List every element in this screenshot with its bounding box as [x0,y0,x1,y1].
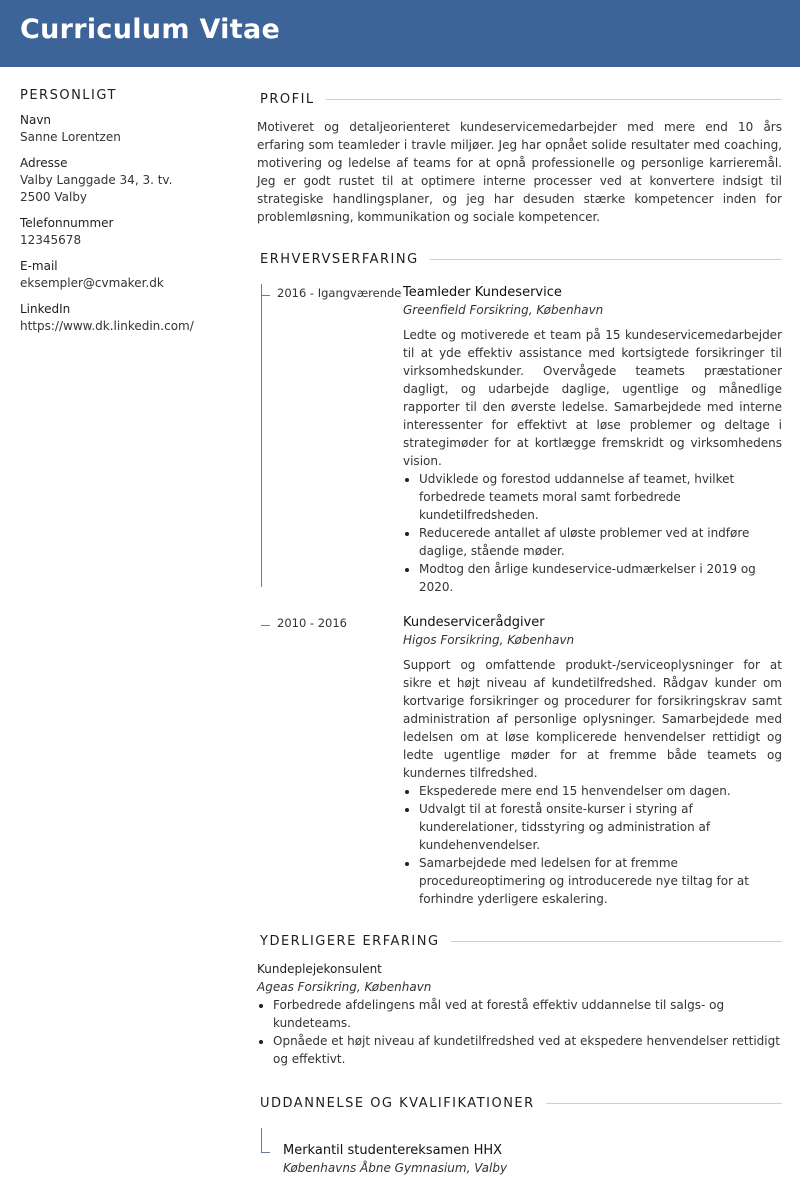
section-divider [546,1103,782,1104]
education-school: Københavns Åbne Gymnasium, Valby [283,1161,508,1175]
job-body [403,614,782,908]
experience-section-title [257,248,782,270]
job-bullets [403,782,782,908]
field-label: Navn [20,113,52,127]
timeline-tick [261,295,270,296]
job-bullets [403,470,782,596]
field-linkedin [20,301,230,335]
bullet-item: • Samarbejdede med ledelsen for at fremme procedureoptimering og introducerede nye tiltag for at forhindre yderligere eskalering. [419,854,782,908]
bullet-item: • Udviklede og forestod uddannelse af teamet, hvilket forbedrede teamets moral samt forbedrede kundetilfredsheden. [419,470,782,524]
profile-text: Motiveret og detaljeorienteret kundeservicemedarbejder med mere end 10 års erfaring som teamleder i travle miljøer. Jeg har opnået solide resultater med coaching, motivering og ledelse af teams for at opnå professionelle og personlige karrieremål. Jeg er godt rustet til at optimere interne processer ved at konvertere indsigt til strategiske handlingsplaner, og jeg har desuden stærke kompetencer inden for problemløsning, kommunikation og sociale kompetencer. [257,120,782,224]
profile-heading: PROFIL [260,91,315,107]
job-title: Kundeservicerådgiver [403,615,545,630]
bullet-item: • Ekspederede mere end 15 henvendelser om dagen. [419,782,782,800]
additional-role: Kundeplejekonsulent [257,962,382,976]
experience-heading: ERHVERVSERFARING [260,251,419,267]
section-divider [326,99,782,100]
field-label: LinkedIn [20,302,71,316]
education-body [283,1142,507,1177]
timeline-tick [261,625,270,626]
education-heading: UDDANNELSE OG KVALIFIKATIONER [260,1095,535,1111]
header-banner [0,0,800,67]
field-address [20,155,230,206]
bullet-item: • Udvalgt til at forestå onsite-kurser i styring af kunderelationer, tidsstyring og administration af kundehenvendelser. [419,800,782,854]
additional-company: Ageas Forsikring, København [257,980,432,994]
job-entry [257,284,782,596]
field-label: Adresse [20,156,68,170]
field-label: Telefonnummer [20,216,114,230]
section-divider [430,259,782,260]
field-label: E-mail [20,259,58,273]
bullet-item: • Forbedrede afdelingens mål ved at forestå effektiv uddannelse til salgs- og kundeteams. [273,996,782,1032]
bullet-item: • Opnåede et højt niveau af kundetilfredshed ved at ekspedere henvendelser rettidigt og effektivt. [273,1032,782,1068]
job-date: 2010 - 2016 [277,616,347,630]
profile-section-title [257,88,782,110]
section-divider [451,941,782,942]
field-email [20,258,230,292]
experience-timeline [257,284,782,908]
personal-column [20,88,230,344]
job-description: Support og omfattende produkt-/serviceoplysninger for at sikre et højt niveau af kundetilfredshed. Rådgav kunder om kortvarige forsikringer og procedurer for forsikringskrav samt administration af personlige oplysninger. Samarbejdede med ledelsen om at løse komplicerede henvendelser rettidigt og ledte ugentlige møder for at fremme både teamets og kundernes tilfredshed. [403,658,782,780]
field-value: Sanne Lorentzen [20,130,121,144]
job-entry [257,614,782,908]
field-value: eksempler@cvmaker.dk [20,276,164,290]
education-section-title [257,1092,782,1114]
field-value: Valby Langgade 34, 3. tv. [20,173,173,187]
personal-heading: PERSONLIGT [20,88,117,103]
bullet-item: • Reducerede antallet af uløste problemer ved at indføre daglige, stående møder. [419,524,782,560]
job-description: Ledte og motiverede et team på 15 kundeservicemedarbejder til at yde effektiv assistance med kortsigtede forsikringer til virksomhedskunder. Overvågede teamets præstationer dagligt, og udarbejde daglige, ugentlige og månedlige rapporter til den øverste ledelse. Samarbejdede med interne interessenter for effektivt at løse problemer og deltage i strategimøder for at kortlægge fremskridt og virksomhedens vision. [403,328,782,468]
additional-entry [257,960,782,1068]
main-column [257,88,782,1175]
education-entry [257,1126,782,1175]
job-company: Greenfield Forsikring, København [403,303,604,317]
timeline-tick [261,1152,270,1153]
field-value: 12345678 [20,233,82,247]
job-body [403,284,782,596]
document-title: Curriculum Vitae [20,14,281,45]
field-phone [20,215,230,249]
additional-bullets [257,996,782,1068]
job-company: Higos Forsikring, København [403,633,575,647]
field-value: https://www.dk.linkedin.com/ [20,319,194,333]
bullet-item: • Modtog den årlige kundeservice-udmærkelser i 2019 og 2020. [419,560,782,596]
additional-section-title [257,930,782,952]
education-title: Merkantil studentereksamen HHX [283,1143,503,1158]
field-value: 2500 Valby [20,190,88,204]
job-title: Teamleder Kundeservice [403,285,562,300]
additional-heading: YDERLIGERE ERFARING [260,933,440,949]
field-name [20,112,230,146]
job-date: 2016 - Igangværende [277,286,402,300]
